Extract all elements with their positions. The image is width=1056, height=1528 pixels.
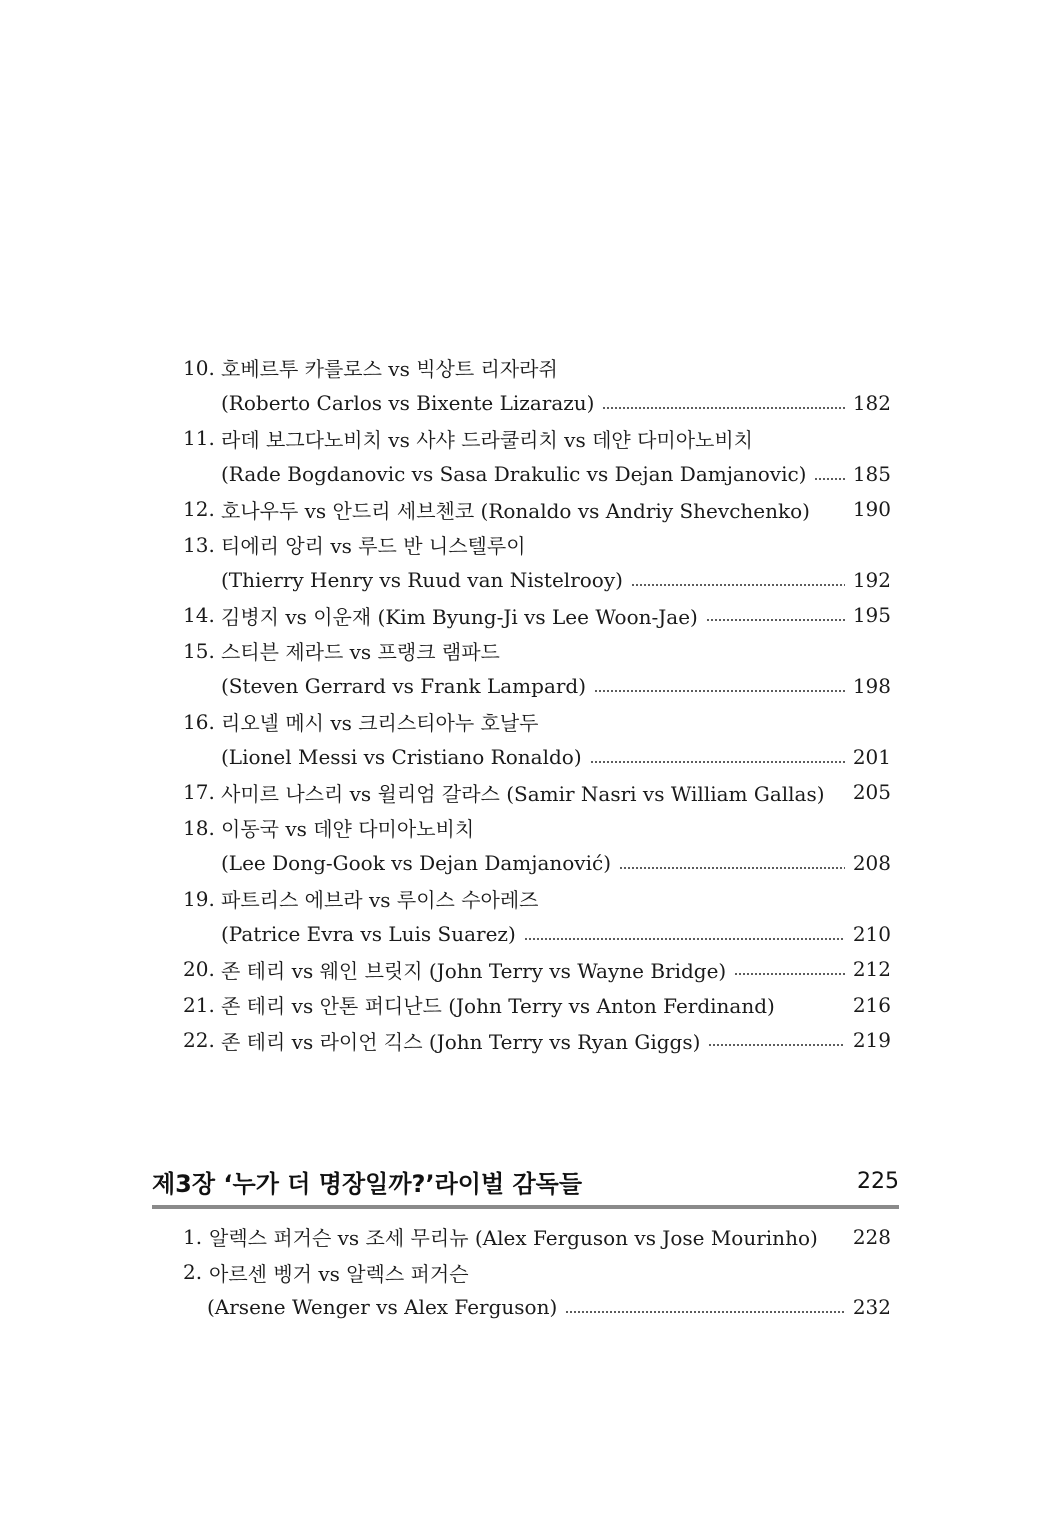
dot-leader bbox=[565, 1311, 845, 1313]
entry-page-number: 182 bbox=[852, 391, 891, 416]
entry-title: 라데 보그다노비치 vs 사샤 드라쿨리치 vs 데얀 다미아노비치 bbox=[221, 427, 753, 452]
entry-title: 파트리스 에브라 vs 루이스 수아레즈 bbox=[221, 888, 539, 913]
entry-page-number: 212 bbox=[852, 957, 891, 982]
dot-leader bbox=[594, 690, 845, 692]
dot-leader bbox=[814, 478, 844, 480]
entry-title: (Lee Dong-Gook vs Dejan Damjanović) bbox=[221, 851, 611, 876]
toc-entry-line[interactable] bbox=[183, 881, 891, 916]
entry-number: 1. bbox=[183, 1224, 203, 1249]
toc-entry-line[interactable] bbox=[183, 1022, 891, 1057]
dot-leader bbox=[590, 761, 845, 763]
entry-title: 리오넬 메시 vs 크리스티아누 호날두 bbox=[221, 711, 539, 736]
entry-title: 존 테리 vs 웨인 브릿지 (John Terry vs Wayne Bridge) bbox=[221, 958, 727, 983]
entry-number: 18. bbox=[183, 815, 215, 840]
entry-number: 12. bbox=[183, 497, 215, 522]
toc-entry-line[interactable] bbox=[183, 704, 891, 739]
entry-page-number: 192 bbox=[852, 568, 891, 593]
entry-number: 16. bbox=[183, 709, 215, 734]
toc-entry-line[interactable] bbox=[183, 492, 891, 527]
dot-leader bbox=[619, 867, 845, 869]
toc-list-chapter2 bbox=[183, 350, 891, 1058]
toc-entry-line[interactable] bbox=[183, 598, 891, 633]
toc-entry-line[interactable] bbox=[183, 1254, 891, 1289]
toc-entry-line[interactable] bbox=[183, 916, 891, 951]
toc-list-chapter3 bbox=[183, 1219, 891, 1325]
entry-number: 11. bbox=[183, 426, 215, 451]
entry-number: 21. bbox=[183, 992, 215, 1017]
entry-page-number: 190 bbox=[852, 497, 891, 522]
entry-number: 2. bbox=[183, 1260, 203, 1285]
entry-title: 사미르 나스리 vs 윌리엄 갈라스 (Samir Nasri vs William Gallas) bbox=[221, 781, 825, 806]
entry-number: 13. bbox=[183, 532, 215, 557]
toc-entry-line[interactable] bbox=[183, 633, 891, 668]
dot-leader bbox=[602, 407, 844, 409]
entry-number: 22. bbox=[183, 1028, 215, 1053]
entry-number: 15. bbox=[183, 638, 215, 663]
toc-entry-line[interactable] bbox=[183, 739, 891, 774]
entry-title: 존 테리 vs 안톤 퍼디난드 (John Terry vs Anton Ferdinand) bbox=[221, 994, 775, 1019]
entry-title: 호나우두 vs 안드리 세브첸코 (Ronaldo vs Andriy Shevchenko) bbox=[221, 498, 810, 523]
toc-entry-line[interactable] bbox=[183, 1290, 891, 1325]
entry-page-number: 210 bbox=[852, 921, 891, 946]
toc-entry-line[interactable] bbox=[183, 810, 891, 845]
entry-title: 이동국 vs 데얀 다미아노비치 bbox=[221, 817, 475, 842]
toc-entry-line[interactable] bbox=[183, 952, 891, 987]
entry-page-number: 205 bbox=[852, 780, 891, 805]
dot-leader bbox=[708, 1044, 844, 1046]
entry-page-number: 219 bbox=[852, 1028, 891, 1053]
toc-entry-line[interactable] bbox=[183, 845, 891, 880]
toc-entry-line[interactable] bbox=[183, 421, 891, 456]
entry-number: 19. bbox=[183, 886, 215, 911]
entry-title: 호베르투 카를로스 vs 빅상트 리자라쥐 bbox=[221, 357, 558, 382]
toc-entry-line[interactable] bbox=[183, 1219, 891, 1254]
entry-title: 스티븐 제라드 vs 프랭크 램파드 bbox=[221, 640, 500, 665]
entry-page-number: 185 bbox=[852, 461, 891, 486]
toc-entry-line[interactable] bbox=[183, 350, 891, 385]
toc-entry-line[interactable] bbox=[183, 775, 891, 810]
entry-title: 아르센 벵거 vs 알렉스 퍼거슨 bbox=[209, 1261, 469, 1286]
toc-entry-line[interactable] bbox=[183, 385, 891, 420]
toc-entry-line[interactable] bbox=[183, 527, 891, 562]
entry-page-number: 201 bbox=[852, 744, 891, 769]
toc-entry-line[interactable] bbox=[183, 456, 891, 491]
dot-leader bbox=[706, 619, 845, 621]
entry-number: 10. bbox=[183, 355, 215, 380]
entry-page-number: 216 bbox=[852, 992, 891, 1017]
entry-title: (Arsene Wenger vs Alex Ferguson) bbox=[207, 1295, 558, 1320]
toc-entry-line[interactable] bbox=[183, 987, 891, 1022]
chapter-divider bbox=[152, 1205, 899, 1209]
entry-title: (Patrice Evra vs Luis Suarez) bbox=[221, 921, 516, 946]
toc-entry-line[interactable] bbox=[183, 562, 891, 597]
entry-page-number: 208 bbox=[852, 851, 891, 876]
entry-title: 알렉스 퍼거슨 vs 조세 무리뉴 (Alex Ferguson vs Jose Mourinho) bbox=[209, 1226, 818, 1251]
chapter-title: 제3장 ‘누가 더 명장일까?’라이벌 감독들 bbox=[152, 1169, 583, 1198]
entry-title: (Steven Gerrard vs Frank Lampard) bbox=[221, 674, 587, 699]
entry-title: (Lionel Messi vs Cristiano Ronaldo) bbox=[221, 744, 582, 769]
entry-title: (Thierry Henry vs Ruud van Nistelrooy) bbox=[221, 568, 623, 593]
entry-title: 티에리 앙리 vs 루드 반 니스텔루이 bbox=[221, 534, 526, 559]
entry-title: (Rade Bogdanovic vs Sasa Drakulic vs Dejan Damjanovic) bbox=[221, 461, 807, 486]
entry-title: 김병지 vs 이운재 (Kim Byung-Ji vs Lee Woon-Jae) bbox=[221, 604, 698, 629]
dot-leader bbox=[734, 973, 845, 975]
dot-leader bbox=[524, 938, 845, 940]
entry-number: 20. bbox=[183, 957, 215, 982]
entry-number: 14. bbox=[183, 603, 215, 628]
entry-page-number: 198 bbox=[852, 674, 891, 699]
entry-page-number: 195 bbox=[852, 603, 891, 628]
entry-title: 존 테리 vs 라이언 긱스 (John Terry vs Ryan Giggs) bbox=[221, 1029, 701, 1054]
entry-page-number: 228 bbox=[852, 1224, 891, 1249]
chapter-heading[interactable] bbox=[152, 1158, 899, 1204]
dot-leader bbox=[631, 584, 845, 586]
chapter-page-number: 225 bbox=[857, 1168, 899, 1194]
toc-entry-line[interactable] bbox=[183, 669, 891, 704]
entry-page-number: 232 bbox=[852, 1295, 891, 1320]
entry-number: 17. bbox=[183, 780, 215, 805]
entry-title: (Roberto Carlos vs Bixente Lizarazu) bbox=[221, 391, 595, 416]
